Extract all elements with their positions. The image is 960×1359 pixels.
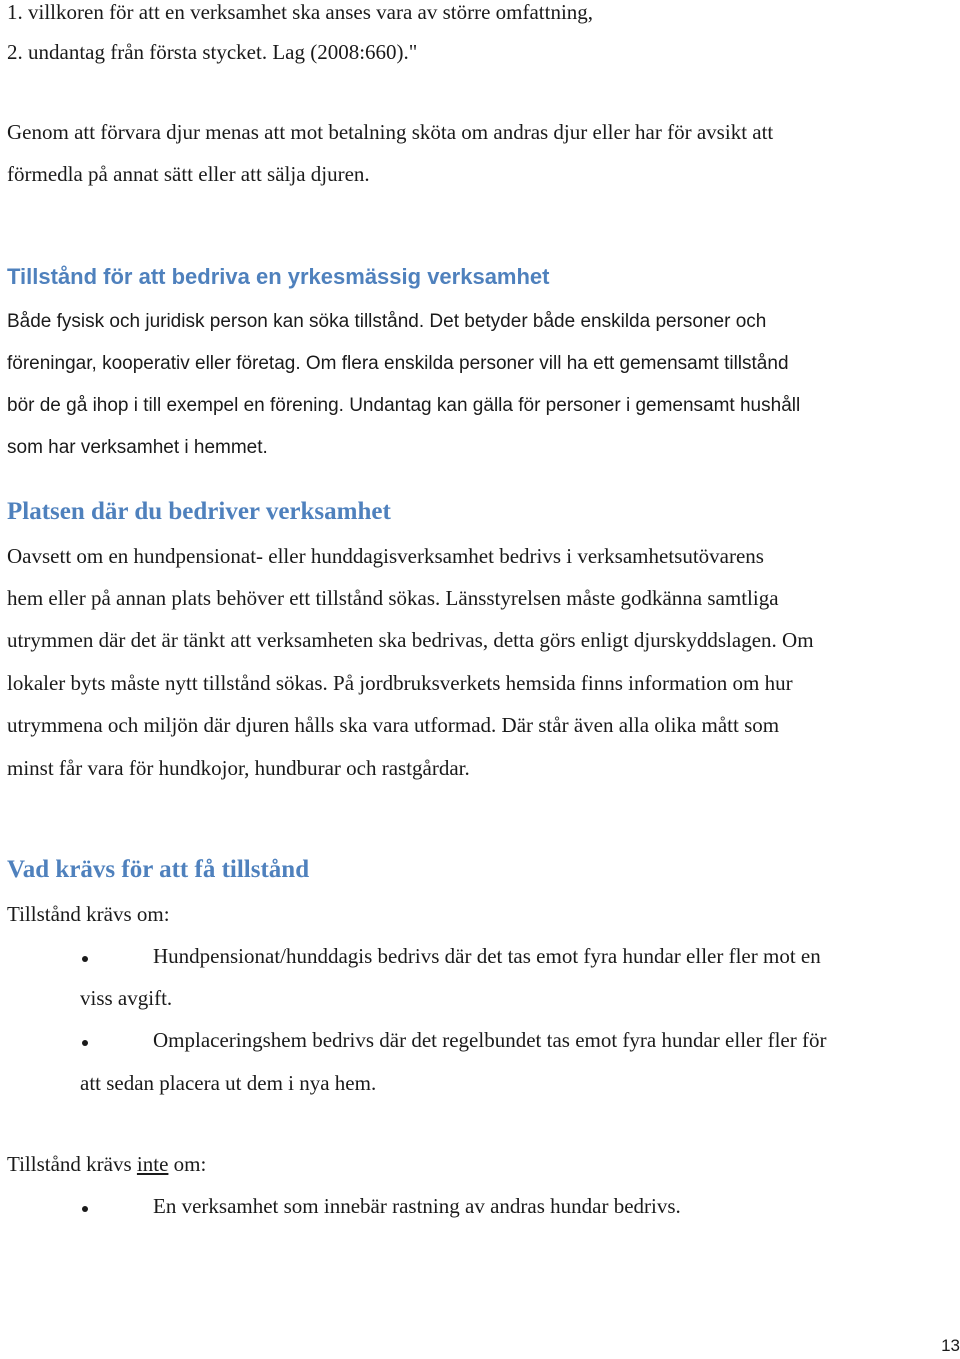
paragraph-line: som har verksamhet i hemmet. — [7, 437, 268, 458]
not-required-label — [7, 1152, 206, 1177]
section-heading-tillstand: Tillstånd för att bedriva en yrkesmässig verksamhet — [7, 264, 550, 289]
paragraph-line: Oavsett om en hundpensionat- eller hunddagisverksamhet bedrivs i verksamhetsutövarens — [7, 544, 764, 568]
paragraph-line: minst får vara för hundkojor, hundburar och rastgårdar. — [7, 756, 470, 780]
bullet-item-text: Omplaceringshem bedrivs där det regelbundet tas emot fyra hundar eller fler för — [153, 1028, 827, 1052]
section-heading-vad-kravs: Vad krävs för att få tillstånd — [7, 856, 310, 883]
not-required-label-post: om: — [168, 1152, 207, 1176]
bullet-item-continuation: viss avgift. — [80, 986, 173, 1010]
list-item-undantag: 2. undantag från första stycket. Lag (2008:660)." — [7, 40, 418, 64]
required-label: Tillstånd krävs om: — [7, 902, 170, 926]
not-required-label-underlined: inte — [136, 1152, 169, 1176]
bullet-icon — [82, 956, 88, 962]
not-required-label-pre: Tillstånd krävs — [7, 1152, 137, 1176]
paragraph-line: förmedla på annat sätt eller att sälja djuren. — [7, 162, 370, 186]
list-item-villkoren: 1. villkoren för att en verksamhet ska anses vara av större omfattning, — [7, 0, 594, 24]
paragraph-line: utrymmen där det är tänkt att verksamheten ska bedrivas, detta görs enligt djurskyddslagen. Om — [7, 628, 814, 652]
page-number: 13 — [941, 1336, 960, 1355]
paragraph-line: utrymmena och miljön där djuren hålls ska vara utformad. Där står även alla olika mått som — [7, 713, 780, 737]
bullet-icon — [82, 1040, 88, 1046]
bullet-icon — [82, 1206, 88, 1212]
paragraph-line: Genom att förvara djur menas att mot betalning sköta om andras djur eller har för avsikt att — [7, 120, 774, 144]
bullet-item-text: En verksamhet som innebär rastning av andras hundar bedrivs. — [153, 1194, 681, 1218]
paragraph-line: hem eller på annan plats behöver ett tillstånd sökas. Länsstyrelsen måste godkänna samtliga — [7, 586, 779, 610]
section-heading-platsen: Platsen där du bedriver verksamhet — [7, 498, 391, 525]
paragraph-line: lokaler byts måste nytt tillstånd sökas. På jordbruksverkets hemsida finns information om hur — [7, 671, 793, 695]
bullet-item-text: Hundpensionat/hunddagis bedrivs där det tas emot fyra hundar eller fler mot en — [153, 944, 821, 968]
bullet-item-continuation: att sedan placera ut dem i nya hem. — [80, 1071, 377, 1095]
paragraph-line: föreningar, kooperativ eller företag. Om flera enskilda personer vill ha ett gemensamt tillstånd — [7, 353, 789, 374]
paragraph-line: bör de gå ihop i till exempel en förening. Undantag kan gälla för personer i gemensamt hushåll — [7, 395, 801, 416]
paragraph-line: Både fysisk och juridisk person kan söka tillstånd. Det betyder både enskilda personer och — [7, 311, 767, 332]
